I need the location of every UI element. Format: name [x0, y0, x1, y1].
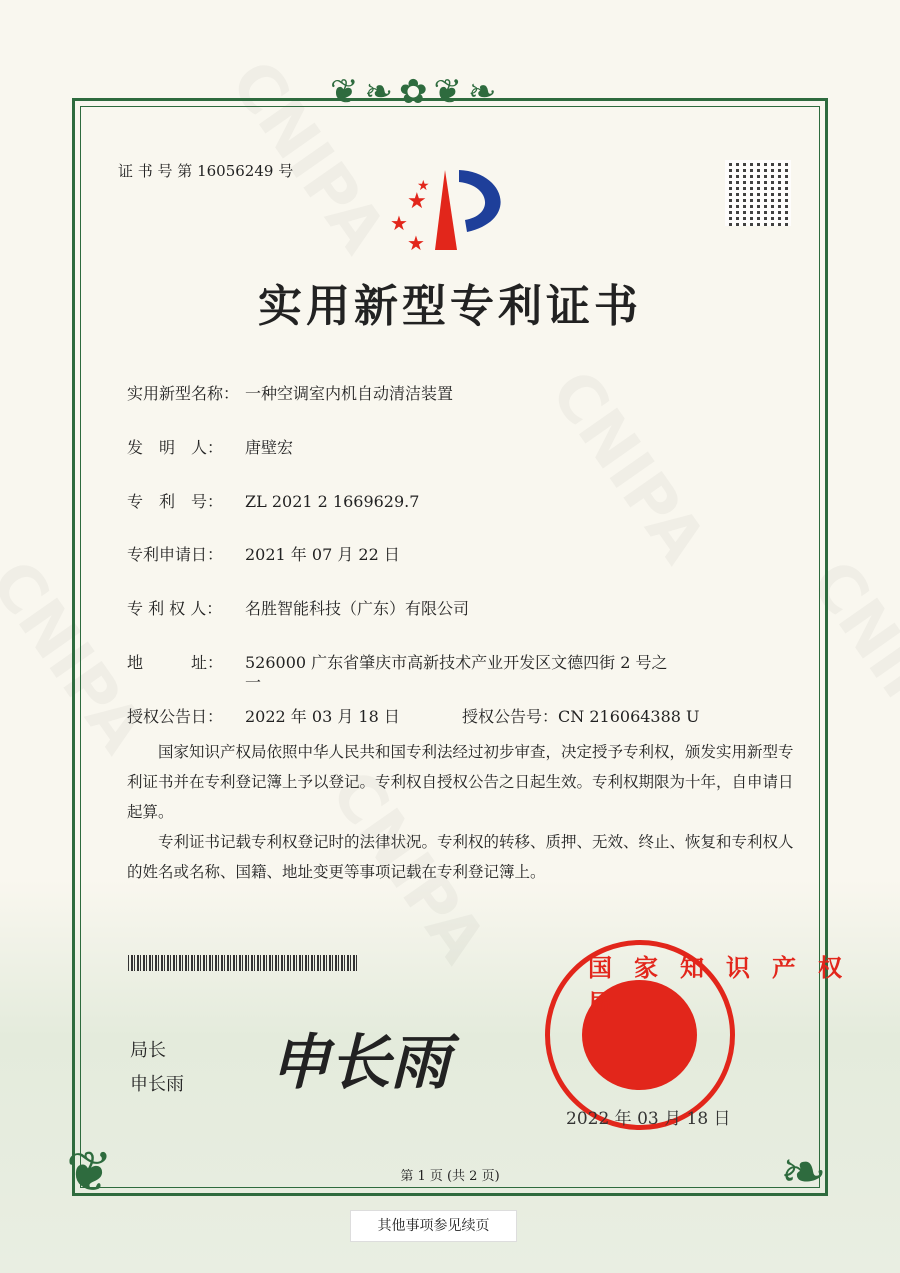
page-indicator: 第 1 页 (共 2 页)	[400, 1169, 500, 1184]
field-value: 唐壁宏	[245, 438, 294, 457]
field-value: CN 216064388 U	[558, 707, 700, 726]
field-inventor	[127, 435, 293, 458]
field-value: 2021 年 07 月 22 日	[245, 545, 400, 564]
paragraph-legal-status: 专利证书记载专利权登记时的法律状况。专利权的转移、质押、无效、终止、恢复和专利权人的姓名或名称、国籍、地址变更等事项记载在专利登记簿上。	[127, 833, 794, 881]
field-value: ZL 2021 2 1669629.7	[245, 492, 420, 511]
svg-text:★: ★	[407, 231, 425, 255]
field-label: 发 明 人：	[127, 438, 224, 457]
svg-text:★: ★	[390, 211, 408, 235]
seal-text: 国家知识产权局	[588, 953, 864, 1017]
paragraph-grant-statement: 国家知识产权局依照中华人民共和国专利法经过初步审查，决定授予专利权，颁发实用新型专利证书并在专利登记簿上予以登记。专利权自授权公告之日起生效。专利权期限为十年，自申请日起算。	[127, 743, 794, 821]
corner-ornament-icon: ❦	[66, 1140, 113, 1205]
seal-date: 2022 年 03 月 18 日	[566, 1109, 731, 1129]
field-value: 2022 年 03 月 18 日	[245, 707, 400, 726]
document-title: 实用新型专利证书	[258, 281, 642, 332]
field-label: 授权公告号：	[462, 707, 559, 726]
footer-note: 其他事项参见续页	[350, 1210, 517, 1242]
barcode	[128, 955, 358, 971]
svg-text:★: ★	[417, 178, 430, 194]
corner-ornament-icon: ❧	[780, 1140, 827, 1205]
signature: 申长雨	[270, 1028, 450, 1098]
field-label: 专利申请日：	[127, 545, 224, 564]
field-label: 专 利 号：	[127, 492, 224, 511]
cnipa-logo	[385, 160, 520, 260]
field-value: 526000 广东省肇庆市高新技术产业开发区文德四街 2 号之	[245, 653, 668, 672]
field-address-continued: 一	[245, 673, 262, 692]
field-label: 授权公告日：	[127, 707, 224, 726]
field-address	[127, 650, 668, 673]
field-patent-number	[127, 489, 419, 512]
field-announcement-number	[462, 704, 700, 727]
field-application-date	[127, 542, 400, 565]
field-grant-date	[127, 704, 400, 727]
svg-text:★: ★	[407, 189, 427, 214]
field-utility-model-name	[127, 381, 453, 404]
field-patentee	[127, 596, 469, 619]
signatory-name: 申长雨	[130, 1074, 184, 1095]
top-ornament-icon: ❦❧✿❦❧	[330, 72, 503, 112]
field-value: 名胜智能科技（广东）有限公司	[245, 599, 470, 618]
field-label: 专 利 权 人：	[127, 599, 223, 618]
qr-code	[725, 160, 791, 226]
field-value: 一种空调室内机自动清洁装置	[245, 384, 454, 403]
field-label: 地 址：	[127, 653, 224, 672]
signatory-title: 局长	[130, 1040, 166, 1061]
certificate-number: 证 书 号 第 16056249 号	[118, 162, 294, 180]
field-label: 实用新型名称：	[127, 384, 240, 403]
